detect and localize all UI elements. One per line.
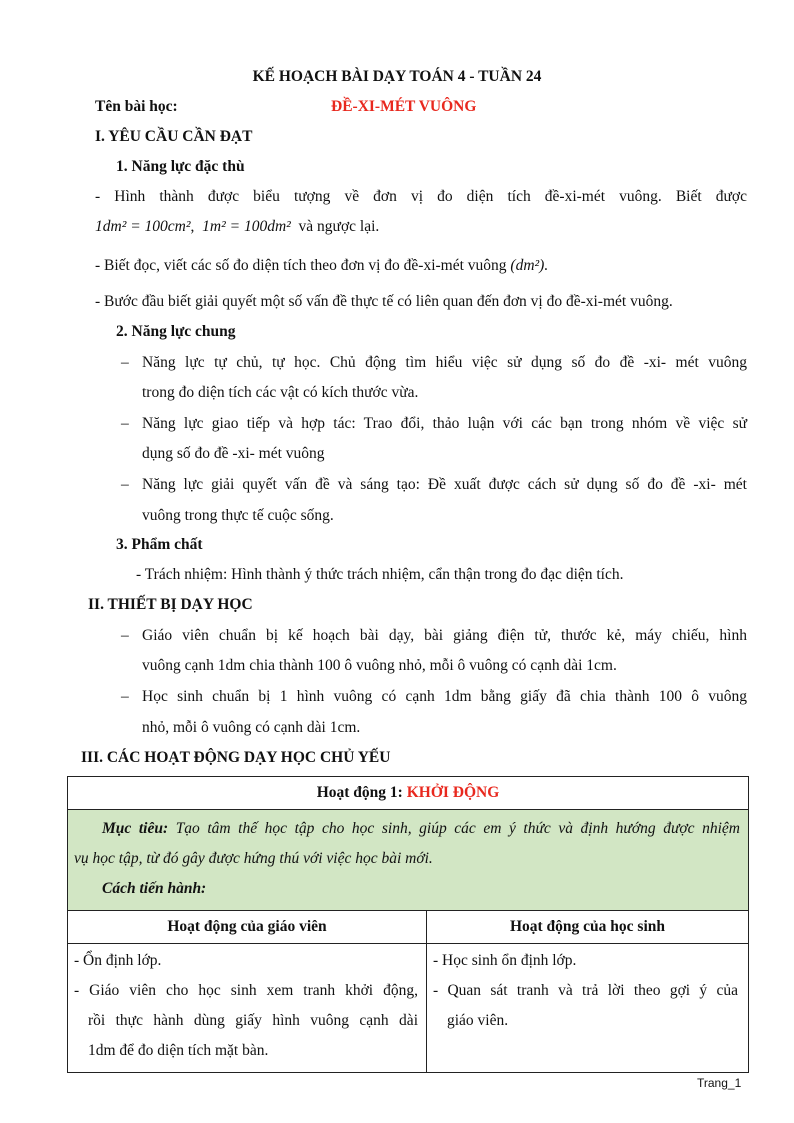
dash-icon: – — [121, 415, 129, 432]
dm2-unit: (dm²). — [510, 257, 549, 274]
lesson-name: ĐỀ-XI-MÉT VUÔNG — [331, 98, 477, 115]
section2-heading: II. THIẾT BỊ DẠY HỌC — [88, 596, 253, 613]
teacher-item-2c: 1dm để đo diện tích mặt bàn. — [88, 1042, 269, 1059]
goal-line2 — [74, 844, 740, 874]
section1-p2 — [95, 257, 548, 275]
goal-text-1: Tạo tâm thế học tập cho học sinh, giúp các em ý thức và định hướng được nhiệm — [175, 820, 740, 837]
method-line — [74, 874, 740, 904]
lesson-label: Tên bài học: — [95, 98, 178, 115]
col-student-header: Hoạt động của học sinh — [427, 911, 749, 944]
teacher-item-1: - Ổn định lớp. — [74, 952, 162, 969]
dash-icon: – — [121, 627, 129, 644]
equipment-2-line2: nhỏ, mỗi ô vuông có cạnh dài 1cm. — [142, 719, 361, 736]
dash-icon: – — [121, 688, 129, 705]
student-item-2b: giáo viên. — [447, 1012, 509, 1029]
equipment-1-line2: vuông cạnh 1dm chia thành 100 ô vuông nhỏ, mỗi ô vuông có cạnh dài 1cm. — [142, 657, 617, 674]
formula-m2: 1m² = 100dm² — [202, 218, 291, 235]
dash-icon: – — [121, 476, 129, 493]
competency-3-line2: vuông trong thực tế cuộc sống. — [142, 507, 334, 524]
section1-p4: - Trách nhiệm: Hình thành ý thức trách nhiệm, cẩn thận trong đo đạc diện tích. — [136, 566, 624, 583]
student-activities — [427, 944, 749, 1073]
method-label: Cách tiến hành: — [102, 880, 207, 897]
competency-1-line2: trong đo diện tích các vật có kích thước vừa. — [142, 384, 419, 401]
competency-3-line1: Năng lực giải quyết vấn đề và sáng tạo: Đề xuất được cách sử dụng số đo đề -xi- mét — [142, 476, 747, 493]
equipment-2-line1: Học sinh chuẩn bị 1 hình vuông có cạnh 1dm bằng giấy đã chia thành 100 ô vuông — [142, 688, 747, 705]
formula-tail: và ngược lại. — [298, 218, 380, 235]
activity-name: KHỞI ĐỘNG — [406, 784, 500, 801]
student-item-2: - Quan sát tranh và trả lời theo gợi ý của — [433, 982, 738, 999]
section3-heading: III. CÁC HOẠT ĐỘNG DẠY HỌC CHỦ YẾU — [81, 749, 391, 766]
dash-icon: – — [121, 354, 129, 371]
competency-1-line1: Năng lực tự chủ, tự học. Chủ động tìm hiểu việc sử dụng số đo đề -xi- mét vuông — [142, 354, 747, 371]
page-number: Trang_1 — [697, 1076, 742, 1090]
competency-2-line2: dụng số đo đề -xi- mét vuông — [142, 445, 325, 462]
section1-p3: - Bước đầu biết giải quyết một số vấn đề thực tế có liên quan đến đơn vị đo đề-xi-mét vuông. — [95, 293, 673, 310]
section1-p1-line1: - Hình thành được biểu tượng về đơn vị đo diện tích đề-xi-mét vuông. Biết được — [95, 188, 747, 205]
page-title: KẾ HOẠCH BÀI DẠY TOÁN 4 - TUẦN 24 — [252, 68, 542, 85]
goal-label: Mục tiêu: — [102, 820, 169, 837]
teacher-item-2: - Giáo viên cho học sinh xem tranh khởi động, — [74, 982, 418, 999]
teacher-activities — [68, 944, 427, 1073]
section1-heading: I. YÊU CẦU CẦN ĐẠT — [95, 128, 253, 145]
activity-label: Hoạt động 1: — [316, 784, 403, 801]
formula-dm2: 1dm² = 100cm² — [95, 218, 191, 235]
activity-table — [67, 776, 749, 1073]
section1-sub1: 1. Năng lực đặc thù — [116, 158, 245, 175]
teacher-item-2b: rồi thực hành dùng giấy hình vuông cạnh dài — [88, 1012, 418, 1029]
competency-2-line1: Năng lực giao tiếp và hợp tác: Trao đổi, thảo luận với các bạn trong nhóm về việc sử — [142, 415, 747, 432]
section1-sub2: 2. Năng lực chung — [116, 323, 236, 340]
section1-p1-line2: 1dm² = 100cm², 1m² = 100dm² và ngược lại. — [95, 218, 380, 235]
student-item-1: - Học sinh ổn định lớp. — [433, 952, 577, 969]
section1-p2-text: - Biết đọc, viết các số đo diện tích theo đơn vị đo đề-xi-mét vuông — [95, 257, 507, 274]
section1-sub3: 3. Phẩm chất — [116, 536, 203, 553]
goal-cell — [68, 810, 749, 911]
activity-header — [68, 777, 749, 810]
equipment-1-line1: Giáo viên chuẩn bị kế hoạch bài dạy, bài giảng điện tử, thước kẻ, máy chiếu, hình — [142, 627, 747, 644]
col-teacher-header: Hoạt động của giáo viên — [68, 911, 427, 944]
goal-text-2: vụ học tập, từ đó gây được hứng thú với việc học bài mới. — [74, 850, 433, 867]
goal-line1 — [74, 814, 740, 844]
